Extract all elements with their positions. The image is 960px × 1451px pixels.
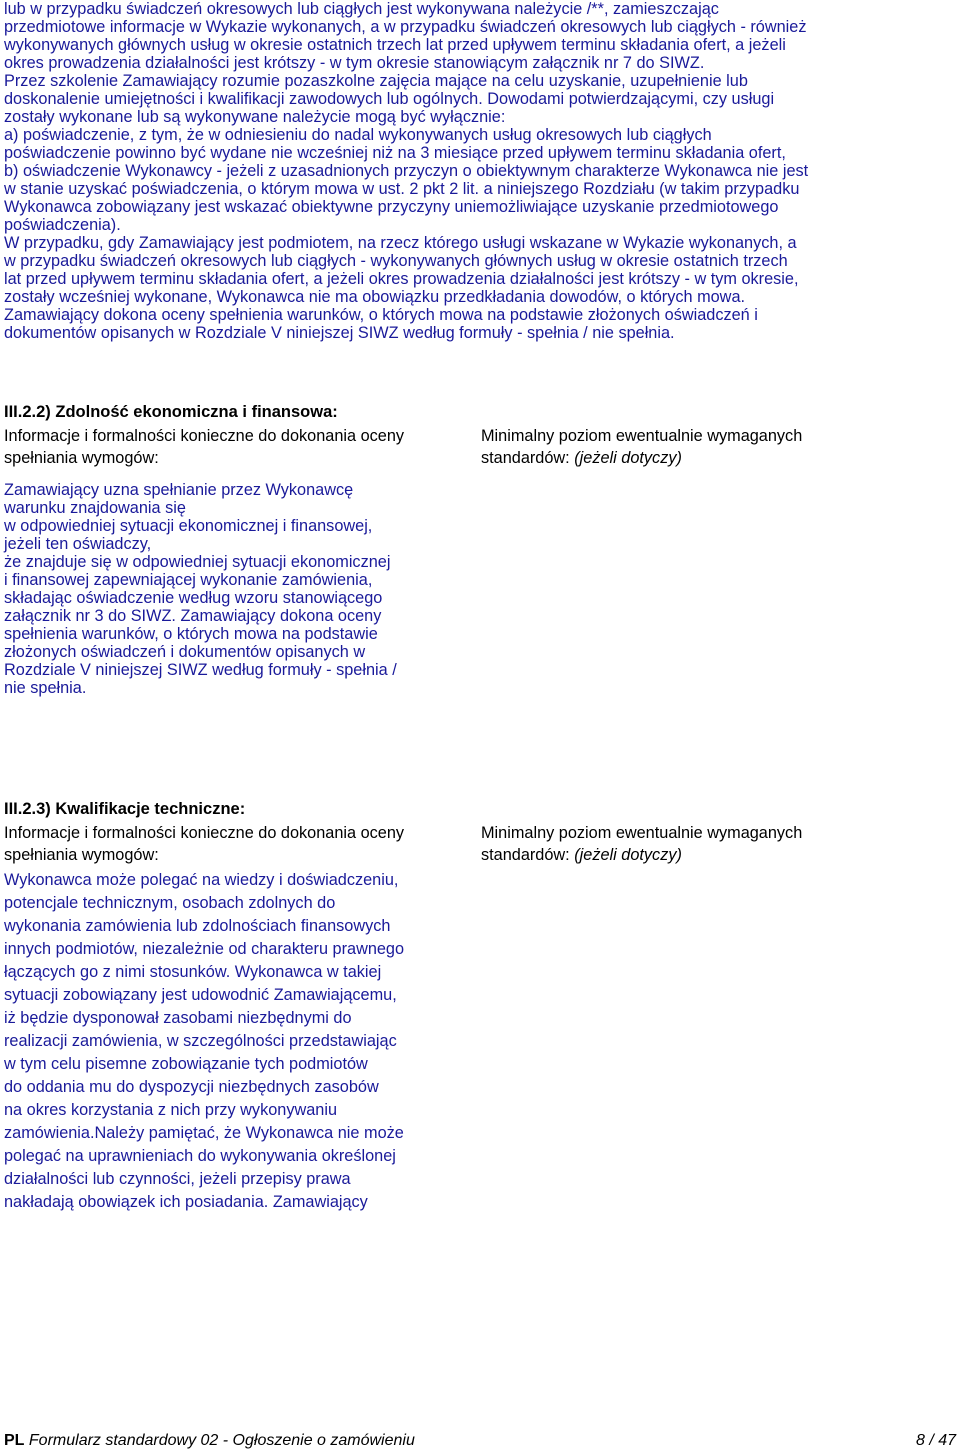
section-econ-number: III.2.2) <box>4 403 51 421</box>
section-tech-heading <box>4 799 245 819</box>
section-econ-text: Zamawiający uzna spełnianie przez Wykonawcę warunku znajdowania się w odpowiedniej sytuacji ekonomicznej i finansowej, jeżeli ten oświadczy, że znajduje się w odpowiedniej sytuacji ekonomicznej i finansowej zapewniającej wykonanie zamówienia, składając oświadczenie według wzoru stanowiącego załącznik nr 3 do SIWZ. Zamawiający dokona oceny spełnienia warunków, o których mowa na podstawie złożonych oświadczeń i dokumentów opisanych w Rozdziale V niniejszej SIWZ według formuły - spełnia / nie spełnia. <box>4 481 397 697</box>
footer-language: PL <box>4 1432 25 1449</box>
section-tech-right-header <box>481 822 951 866</box>
section-tech-right-header-main: Minimalny poziom ewentualnie wymaganych standardów: <box>481 824 803 864</box>
section-econ-right-header <box>481 425 951 469</box>
intro-paragraph-1: lub w przypadku świadczeń okresowych lub ciągłych jest wykonywana należycie /**, zamieszczając przedmiotowe informacje w Wykazie wykonanych, a w przypadku świadczeń okresowych lub ciągłych - również wykonywanych głównych usług w okresie ostatnich trzech lat przed upływem terminu składania ofert, a jeżeli okres prowadzenia działalności jest krótszy - w tym okresie stanowiącym załącznik nr 7 do SIWZ. Przez szkolenie Zamawiający rozumie pozaszkolne zajęcia mające na celu uzyskanie, uzupełnienie lub doskonalenie umiejętności i kwalifikacji zawodowych lub ogólnych. Dowodami potwierdzającymi, czy usługi zostały wykonane lub są wykonywane należycie mogą być wyłącznie: a) poświadczenie, z tym, że w odniesieniu do nadal wykonywanych usług okresowych lub ciągłych poświadczenie powinno być wydane nie wcześniej niż na 3 miesiące przed upływem terminu składania ofert, b) oświadczenie Wykonawcy - jeżeli z uzasadnionych przyczyn o obiektywnym charakterze Wykonawca nie jest w stanie uzyskać poświadczenia, o którym mowa w ust. 2 pkt 2 lit. a niniejszego Rozdziału (w takim przypadku Wykonawca zobowiązany jest wskazać obiektywne przyczyny uniemożliwiające uzyskanie przedmiotowego poświadczenia). <box>4 0 809 234</box>
section-tech-number: III.2.3) <box>4 800 51 818</box>
footer-form-name: Formularz standardowy 02 - Ogłoszenie o zamówieniu <box>28 1432 415 1449</box>
section-econ-right-header-main: Minimalny poziom ewentualnie wymaganych standardów: <box>481 427 803 467</box>
section-econ-title: Zdolność ekonomiczna i finansowa: <box>55 403 338 421</box>
section-tech-right-header-italic: (jeżeli dotyczy) <box>574 846 682 864</box>
intro-paragraph-2: W przypadku, gdy Zamawiający jest podmiotem, na rzecz którego usługi wskazane w Wykazie wykonanych, a w przypadku świadczeń okresowych lub ciągłych - wykonywanych głównych usług w okresie ostatnich trzech lat przed upływem terminu składania ofert, a jeżeli okres prowadzenia działalności jest krótszy - w tym okresie, zostały wcześniej wykonane, Wykonawca nie ma obowiązku przedkładania dowodów, o których mowa. Zamawiający dokona oceny spełnienia warunków, o których mowa na podstawie złożonych oświadczeń i dokumentów opisanych w Rozdziale V niniejszej SIWZ według formuły - spełnia / nie spełnia. <box>4 234 799 342</box>
section-econ-heading <box>4 402 338 422</box>
intro-text-block <box>4 0 956 342</box>
section-tech-title: Kwalifikacje techniczne: <box>55 800 246 818</box>
section-tech-left-header: Informacje i formalności konieczne do dokonania oceny spełniania wymogów: <box>4 824 405 864</box>
section-econ-right-header-italic: (jeżeli dotyczy) <box>574 449 682 467</box>
footer-page-number: 8 / 47 <box>915 1432 956 1449</box>
section-econ-left-header: Informacje i formalności konieczne do dokonania oceny spełniania wymogów: <box>4 427 405 467</box>
page-footer <box>4 1431 956 1451</box>
section-tech-text: Wykonawca może polegać na wiedzy i doświadczeniu, potencjale technicznym, osobach zdolnych do wykonania zamówienia lub zdolnościach finansowych innych podmiotów, niezależnie od charakteru prawnego łączących go z nimi stosunków. Wykonawca w takiej sytuacji zobowiązany jest udowodnić Zamawiającemu, iż będzie dysponował zasobami niezbędnymi do realizacji zamówienia, w szczególności przedstawiając w tym celu pisemne zobowiązanie tych podmiotów do oddania mu do dyspozycji niezbędnych zasobów na okres korzystania z nich przy wykonywaniu zamówienia.Należy pamiętać, że Wykonawca nie może polegać na uprawnieniach do wykonywania określonej działalności lub czynności, jeżeli przepisy prawa nakładają obowiązek ich posiadania. Zamawiający <box>4 871 405 1211</box>
